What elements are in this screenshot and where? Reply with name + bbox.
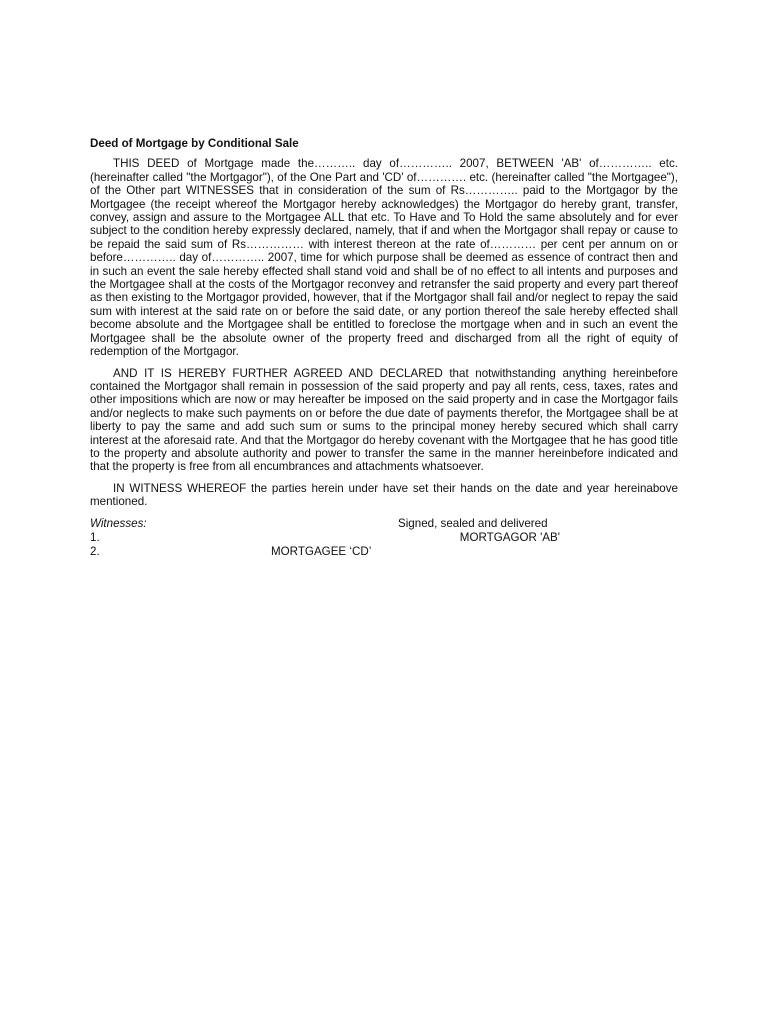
witness-2-number: 2.	[90, 544, 100, 558]
mortgagee-label: MORTGAGEE ‘CD’	[271, 544, 372, 558]
document-title: Deed of Mortgage by Conditional Sale	[90, 137, 299, 150]
paragraph-in-witness: IN WITNESS WHEREOF the parties herein under have set their hands on the date and year hereinabove mentioned.	[90, 481, 678, 509]
document-page	[90, 137, 678, 561]
witnesses-label: Witnesses:	[90, 516, 147, 530]
paragraph-deed-body: THIS DEED of Mortgage made the……….. day of………….. 2007, BETWEEN 'AB' of………….. etc. (hereinafter called "the Mortgagor"), of the One Part and 'CD' of…………. etc. (hereinafter called "the Mortgagee"), of the Other part WITNESSES that in consideration of the sum of Rs………….. paid to the Mortgagor by the Mortgagee (the receipt whereof the Mortgagor hereby acknowledges) the Mortgagor do hereby grant, transfer, convey, assign and assure to the Mortgagee ALL that etc. To Have and To Hold the same absolutely and for ever subject to the condition hereby expressly declared, namely, that if and when the Mortgagor shall repay or cause to be repaid the said sum of Rs…………… with interest thereon at the rate of………… per cent per annum on or before………….. day of………….. 2007, time for which purpose shall be deemed as essence of contract then and in such an event the sale hereby effected shall stand void and shall be of no effect to all intents and purposes and the Mortgagee shall at the costs of the Mortgagor reconvey and retransfer the said property and every part thereof as then existing to the Mortgagor provided, however, that if the Mortgagor shall fail and/or neglect to repay the said sum with interest at the said rate on or before the said date, or any portion thereof the sale hereby effected shall become absolute and the Mortgagee shall be entitled to foreclose the mortgage when and in such an event the Mortgagee shall be the absolute owner of the property freed and discharged from all the right of equity of redemption of the Mortgagor.	[90, 157, 678, 359]
mortgagor-label: MORTGAGOR 'AB'	[459, 530, 560, 544]
signed-sealed-delivered-label: Signed, sealed and delivered	[398, 516, 548, 530]
witness-1-number: 1.	[90, 530, 100, 544]
paragraph-further-agreed: AND IT IS HEREBY FURTHER AGREED AND DECLARED that notwithstanding anything hereinbefore contained the Mortgagor shall remain in possession of the said property and pay all rents, cess, taxes, rates and other impositions which are now or may hereafter be imposed on the said property and in case the Mortgagor fails and/or neglects to make such payments on or before the due date of payments therefor, the Mortgagee shall be at liberty to pay the same and add such sum or sums to the principal money hereby secured which shall carry interest at the aforesaid rate. And that the Mortgagor do hereby covenant with the Mortgagee that he has good title to the property and absolute authority and power to transfer the same in the manner hereinbefore indicated and that the property is free from all encumbrances and attachments whatsoever.	[90, 366, 678, 474]
signature-block	[90, 517, 678, 561]
